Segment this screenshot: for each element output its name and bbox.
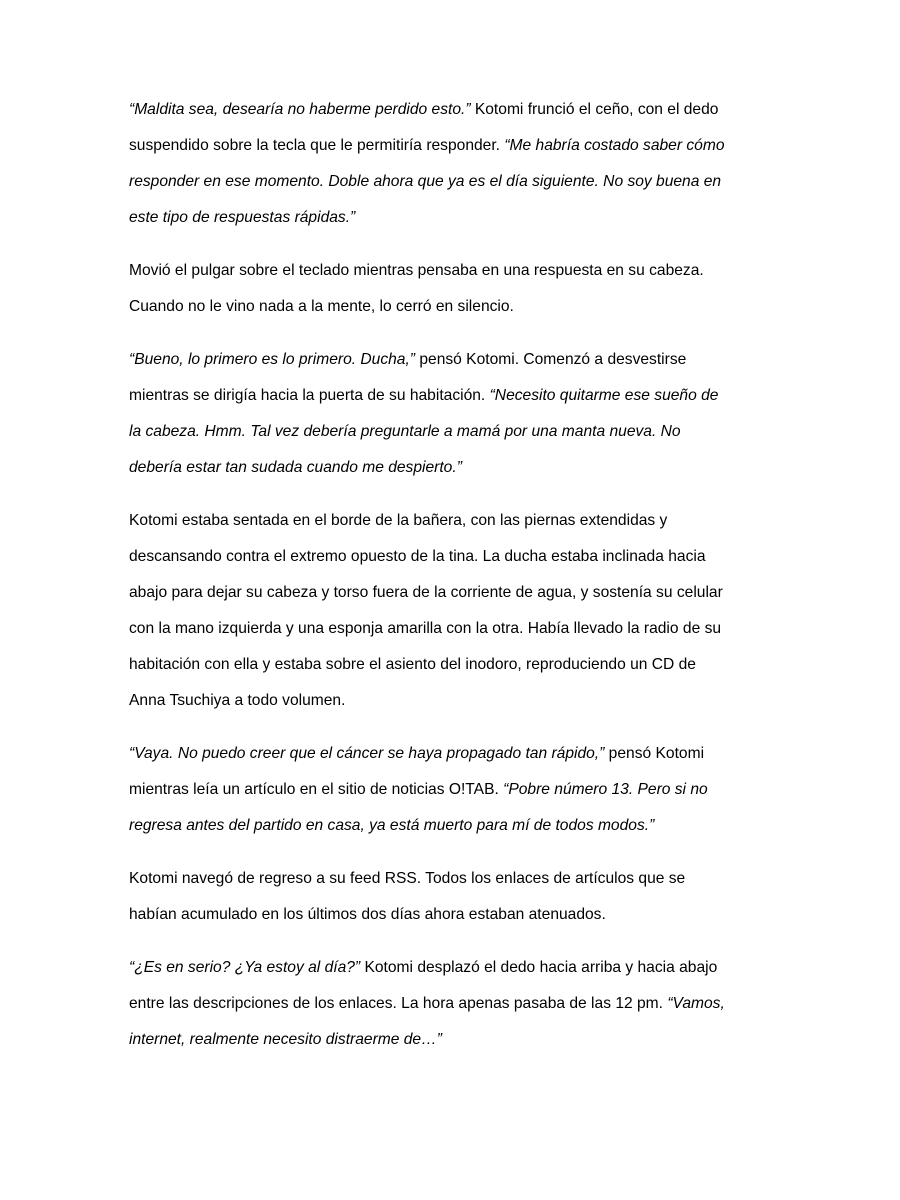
text-line	[129, 503, 779, 539]
italic-text-run: “Necesito quitarme ese sueño de	[489, 387, 719, 404]
italic-text-run: “¿Es en serio? ¿Ya estoy al día?”	[129, 959, 361, 976]
paragraph	[129, 92, 779, 236]
paragraph	[129, 861, 779, 933]
italic-text-run: responder en ese momento. Doble ahora que ya es el día siguiente. No soy buena en	[129, 173, 722, 190]
text-run: abajo para dejar su cabeza y torso fuera de la corriente de agua, y sostenía su celular	[129, 584, 723, 601]
text-line	[129, 772, 779, 808]
text-line	[129, 611, 779, 647]
text-run: pensó Kotomi	[604, 745, 705, 762]
italic-text-run: internet, realmente necesito distraerme de…”	[129, 1031, 442, 1048]
text-line	[129, 647, 779, 683]
text-run: Kotomi frunció el ceño, con el dedo	[470, 101, 719, 118]
text-run: Cuando no le vino nada a la mente, lo cerró en silencio.	[129, 298, 514, 315]
text-run: mientras se dirigía hacia la puerta de su habitación.	[129, 387, 490, 404]
text-line	[129, 414, 779, 450]
text-run: entre las descripciones de los enlaces. La hora apenas pasaba de las 12 pm.	[129, 995, 668, 1012]
text-line	[129, 378, 779, 414]
italic-text-run: “Bueno, lo primero es lo primero. Ducha,”	[129, 351, 416, 368]
italic-text-run: “Vaya. No puedo creer que el cáncer se haya propagado tan rápido,”	[129, 745, 605, 762]
italic-text-run: regresa antes del partido en casa, ya está muerto para mí de todos modos.”	[129, 817, 655, 834]
text-line	[129, 683, 779, 719]
text-line	[129, 539, 779, 575]
text-run: Movió el pulgar sobre el teclado mientras pensaba en una respuesta en su cabeza.	[129, 262, 704, 279]
text-run: suspendido sobre la tecla que le permitiría responder.	[129, 137, 505, 154]
paragraph	[129, 253, 779, 325]
italic-text-run: “Pobre número 13. Pero si no	[503, 781, 708, 798]
italic-text-run: “Vamos,	[667, 995, 725, 1012]
text-line	[129, 1022, 779, 1058]
text-run: habitación con ella y estaba sobre el asiento del inodoro, reproduciendo un CD de	[129, 656, 696, 673]
text-run: Kotomi navegó de regreso a su feed RSS. Todos los enlaces de artículos que se	[129, 870, 686, 887]
text-line	[129, 950, 779, 986]
text-run: Kotomi desplazó el dedo hacia arriba y hacia abajo	[360, 959, 718, 976]
text-run: Kotomi estaba sentada en el borde de la bañera, con las piernas extendidas y	[129, 512, 668, 529]
italic-text-run: debería estar tan sudada cuando me despierto.”	[129, 459, 462, 476]
text-line	[129, 289, 779, 325]
text-run: descansando contra el extremo opuesto de la tina. La ducha estaba inclinada hacia	[129, 548, 706, 565]
document-page	[129, 92, 779, 1075]
text-line	[129, 575, 779, 611]
paragraph	[129, 950, 779, 1058]
text-line	[129, 128, 779, 164]
text-line	[129, 736, 779, 772]
text-line	[129, 986, 779, 1022]
text-line	[129, 164, 779, 200]
text-line	[129, 897, 779, 933]
text-line	[129, 92, 779, 128]
text-run: Anna Tsuchiya a todo volumen.	[129, 692, 346, 709]
italic-text-run: este tipo de respuestas rápidas.”	[129, 209, 356, 226]
text-line	[129, 253, 779, 289]
italic-text-run: “Maldita sea, desearía no haberme perdido esto.”	[129, 101, 471, 118]
text-line	[129, 450, 779, 486]
text-line	[129, 808, 779, 844]
paragraph	[129, 342, 779, 486]
text-line	[129, 861, 779, 897]
paragraph	[129, 736, 779, 844]
text-run: pensó Kotomi. Comenzó a desvestirse	[415, 351, 687, 368]
text-run: habían acumulado en los últimos dos días ahora estaban atenuados.	[129, 906, 606, 923]
text-line	[129, 342, 779, 378]
italic-text-run: la cabeza. Hmm. Tal vez debería preguntarle a mamá por una manta nueva. No	[129, 423, 681, 440]
paragraph	[129, 503, 779, 719]
text-run: mientras leía un artículo en el sitio de noticias O!TAB.	[129, 781, 504, 798]
italic-text-run: “Me habría costado saber cómo	[504, 137, 725, 154]
text-line	[129, 200, 779, 236]
text-run: con la mano izquierda y una esponja amarilla con la otra. Había llevado la radio de su	[129, 620, 722, 637]
